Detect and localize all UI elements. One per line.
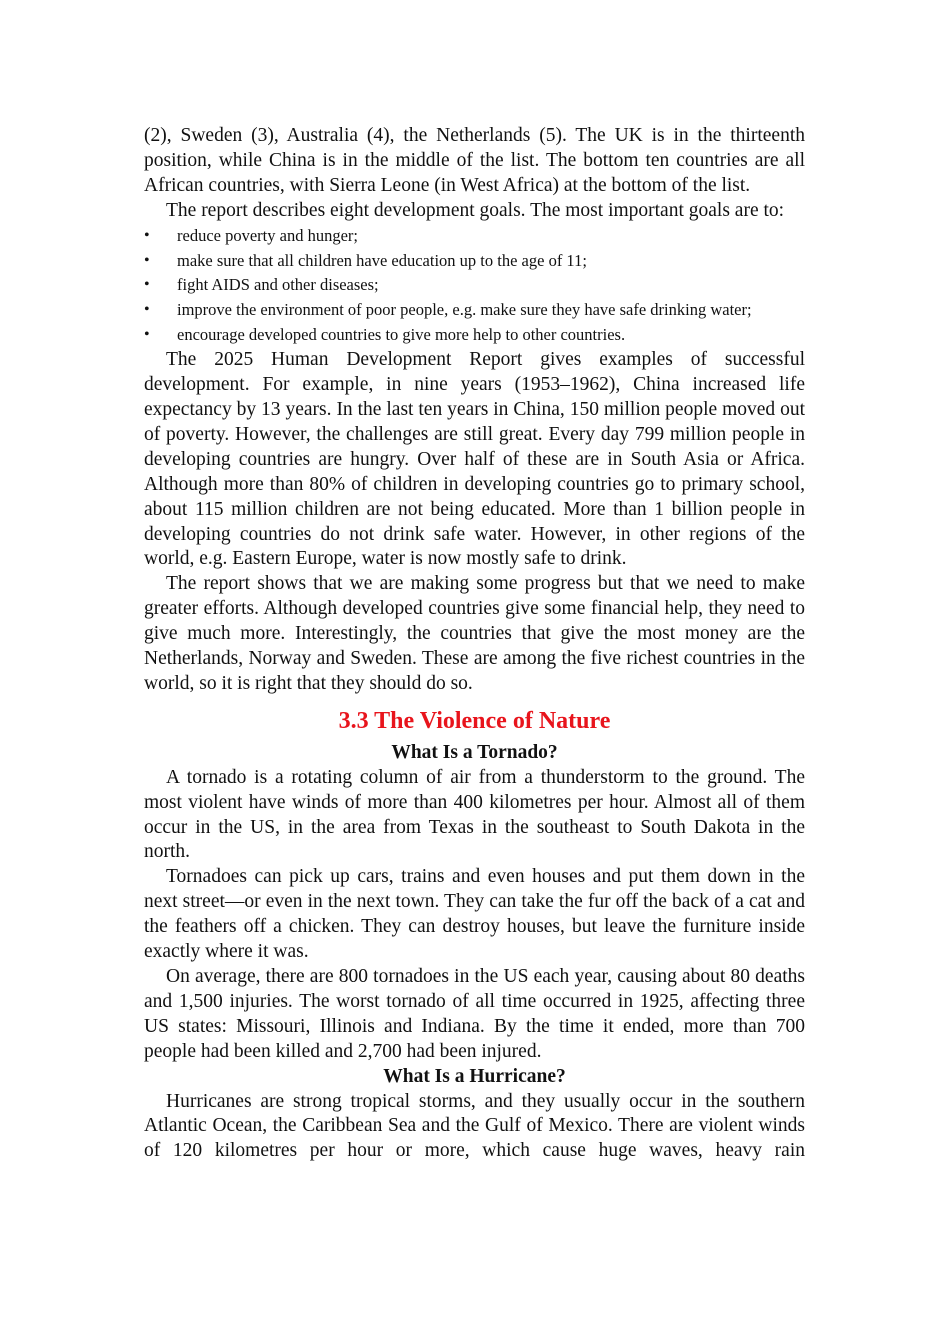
document-page — [144, 124, 805, 1164]
paragraph-report-progress: The report shows that we are making some progress but that we need to make greater efforts. Although developed countries give some financial help, they need to give much more. Interestingly, the countries that give the most money are the Netherlands, Norway and Sweden. These are among the five richest countries in the world, so it is right that they should do so. — [144, 573, 805, 694]
goal-text: reduce poverty and hunger; — [177, 225, 358, 245]
bullet-icon: • — [144, 226, 150, 244]
list-item — [144, 249, 805, 274]
bullet-icon: • — [144, 326, 150, 344]
list-item — [144, 323, 805, 348]
list-item — [144, 273, 805, 298]
goals-list — [144, 224, 805, 349]
paragraph-report-examples: The 2025 Human Development Report gives examples of successful development. For example, in nine years (1953–1962), China increased life expectancy by 13 years. In the last ten years in China, 150 million people moved out of poverty. However, the challenges are still great. Every day 799 million people in developing countries are hungry. Over half of these are in South Asia or Africa. Although more than 80% of children in developing countries go to primary school, about 115 million children are not being educated. More than 1 billion people in developing countries do not drink safe water. However, in other regions of the world, e.g. Eastern Europe, water is now mostly safe to drink. — [144, 349, 805, 570]
bullet-icon: • — [144, 276, 150, 294]
paragraph-hurricane-definition: Hurricanes are strong tropical storms, and they usually occur in the southern Atlantic Ocean, the Caribbean Sea and the Gulf of Mexico. There are violent winds of 120 kilometres per hour or more, which cause huge waves, heavy rain — [144, 1090, 805, 1162]
paragraph-tornado-statistics: On average, there are 800 tornadoes in the US each year, causing about 80 deaths and 1,500 injuries. The worst tornado of all time occurred in 1925, affecting three US states: Missouri, Illinois and Indiana. By the time it ended, more than 700 people had been killed and 2,700 had been injured. — [144, 966, 805, 1062]
subheading-hurricane: What Is a Hurricane? — [383, 1065, 566, 1087]
paragraph-tornado-definition: A tornado is a rotating column of air from a thunderstorm to the ground. The most violent have winds of more than 400 kilometres per hour. Almost all of them occur in the US, in the area from Texas in the southeast to South Dakota in the north. — [144, 766, 805, 863]
list-item — [144, 224, 805, 249]
goal-text: improve the environment of poor people, e.g. make sure they have safe drinking water; — [177, 300, 752, 320]
bullet-icon: • — [144, 301, 150, 319]
goal-text: make sure that all children have education up to the age of 11; — [177, 250, 587, 270]
subheading-tornado: What Is a Tornado? — [391, 741, 558, 763]
paragraph-ranking-continuation: (2), Sweden (3), Australia (4), the Netherlands (5). The UK is in the thirteenth position, while China is in the middle of the list. The bottom ten countries are all African countries, with Sierra Leone (in West Africa) at the bottom of the list. — [144, 125, 805, 196]
bullet-icon: • — [144, 251, 150, 269]
section-title: 3.3 The Violence of Nature — [338, 707, 611, 734]
paragraph-tornado-effects: Tornadoes can pick up cars, trains and even houses and put them down in the next street—or even in the next town. They can take the fur off the back of a cat and the feathers off a chicken. They can destroy houses, but leave the furniture inside exactly where it was. — [144, 866, 805, 963]
goal-text: fight AIDS and other diseases; — [177, 275, 379, 295]
list-item — [144, 298, 805, 323]
goal-text: encourage developed countries to give more help to other countries. — [177, 325, 626, 345]
paragraph-goals-intro: The report describes eight development goals. The most important goals are to: — [166, 199, 785, 221]
